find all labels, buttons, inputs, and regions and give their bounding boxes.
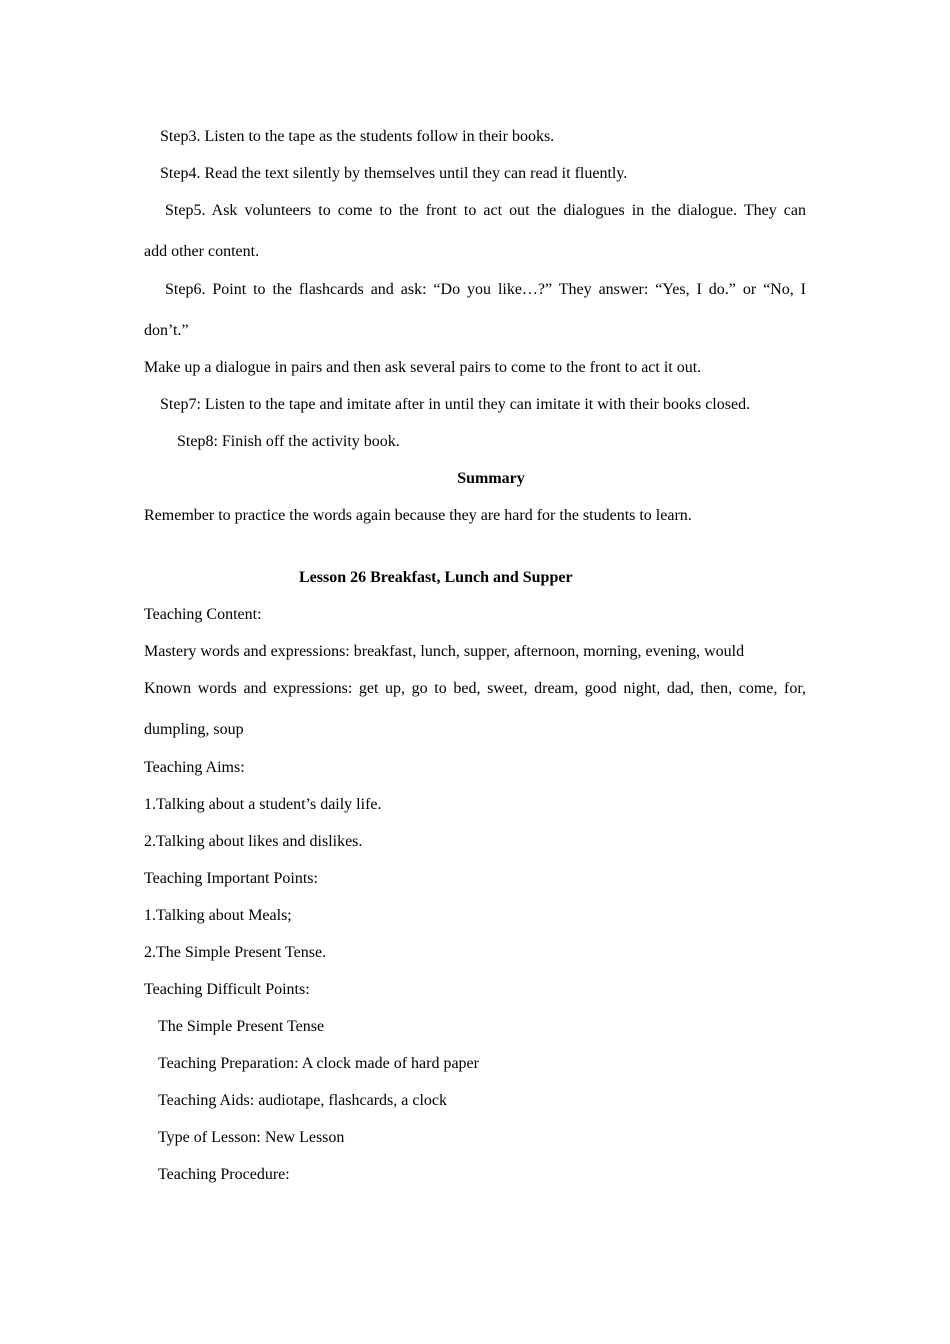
important-item-2: 2.The Simple Present Tense. (144, 944, 327, 961)
summary-text: Remember to practice the words again because they are hard for the students to learn. (144, 507, 692, 524)
difficult-item-1: The Simple Present Tense (158, 1018, 325, 1035)
step6-line1: Step6. Point to the flashcards and ask: “Do you like…?” They answer: “Yes, I do.” or “No, I (165, 281, 806, 298)
step5-line2: add other content. (144, 243, 260, 260)
mastery-text: Mastery words and expressions: breakfast, lunch, supper, afternoon, morning, evening, would (144, 643, 745, 660)
summary-heading: Summary (457, 470, 525, 487)
known-line2: dumpling, soup (144, 721, 244, 738)
step8-text: Step8: Finish off the activity book. (177, 433, 400, 450)
lesson-type-text: Type of Lesson: New Lesson (158, 1129, 345, 1146)
aim-item-2: 2.Talking about likes and dislikes. (144, 833, 363, 850)
step6-line2: don’t.” (144, 322, 189, 339)
step4-text: Step4. Read the text silently by themselves until they can read it fluently. (160, 165, 628, 182)
procedure-heading: Teaching Procedure: (158, 1166, 290, 1183)
aims-heading: Teaching Aims: (144, 759, 245, 776)
pairs-text: Make up a dialogue in pairs and then ask several pairs to come to the front to act it out. (144, 359, 702, 376)
step7-text: Step7: Listen to the tape and imitate after in until they can imitate it with their books closed. (160, 396, 751, 413)
content-heading: Teaching Content: (144, 606, 262, 623)
important-item-1: 1.Talking about Meals; (144, 907, 292, 924)
aids-text: Teaching Aids: audiotape, flashcards, a clock (158, 1092, 447, 1109)
step5-line1: Step5. Ask volunteers to come to the front to act out the dialogues in the dialogue. They can (165, 202, 806, 219)
important-heading: Teaching Important Points: (144, 870, 318, 887)
lesson-title: Lesson 26 Breakfast, Lunch and Supper (299, 569, 573, 586)
preparation-text: Teaching Preparation: A clock made of hard paper (158, 1055, 479, 1072)
difficult-heading: Teaching Difficult Points: (144, 981, 310, 998)
known-line1: Known words and expressions: get up, go to bed, sweet, dream, good night, dad, then, come, for, (144, 680, 806, 697)
aim-item-1: 1.Talking about a student’s daily life. (144, 796, 382, 813)
step3-text: Step3. Listen to the tape as the students follow in their books. (160, 128, 555, 145)
